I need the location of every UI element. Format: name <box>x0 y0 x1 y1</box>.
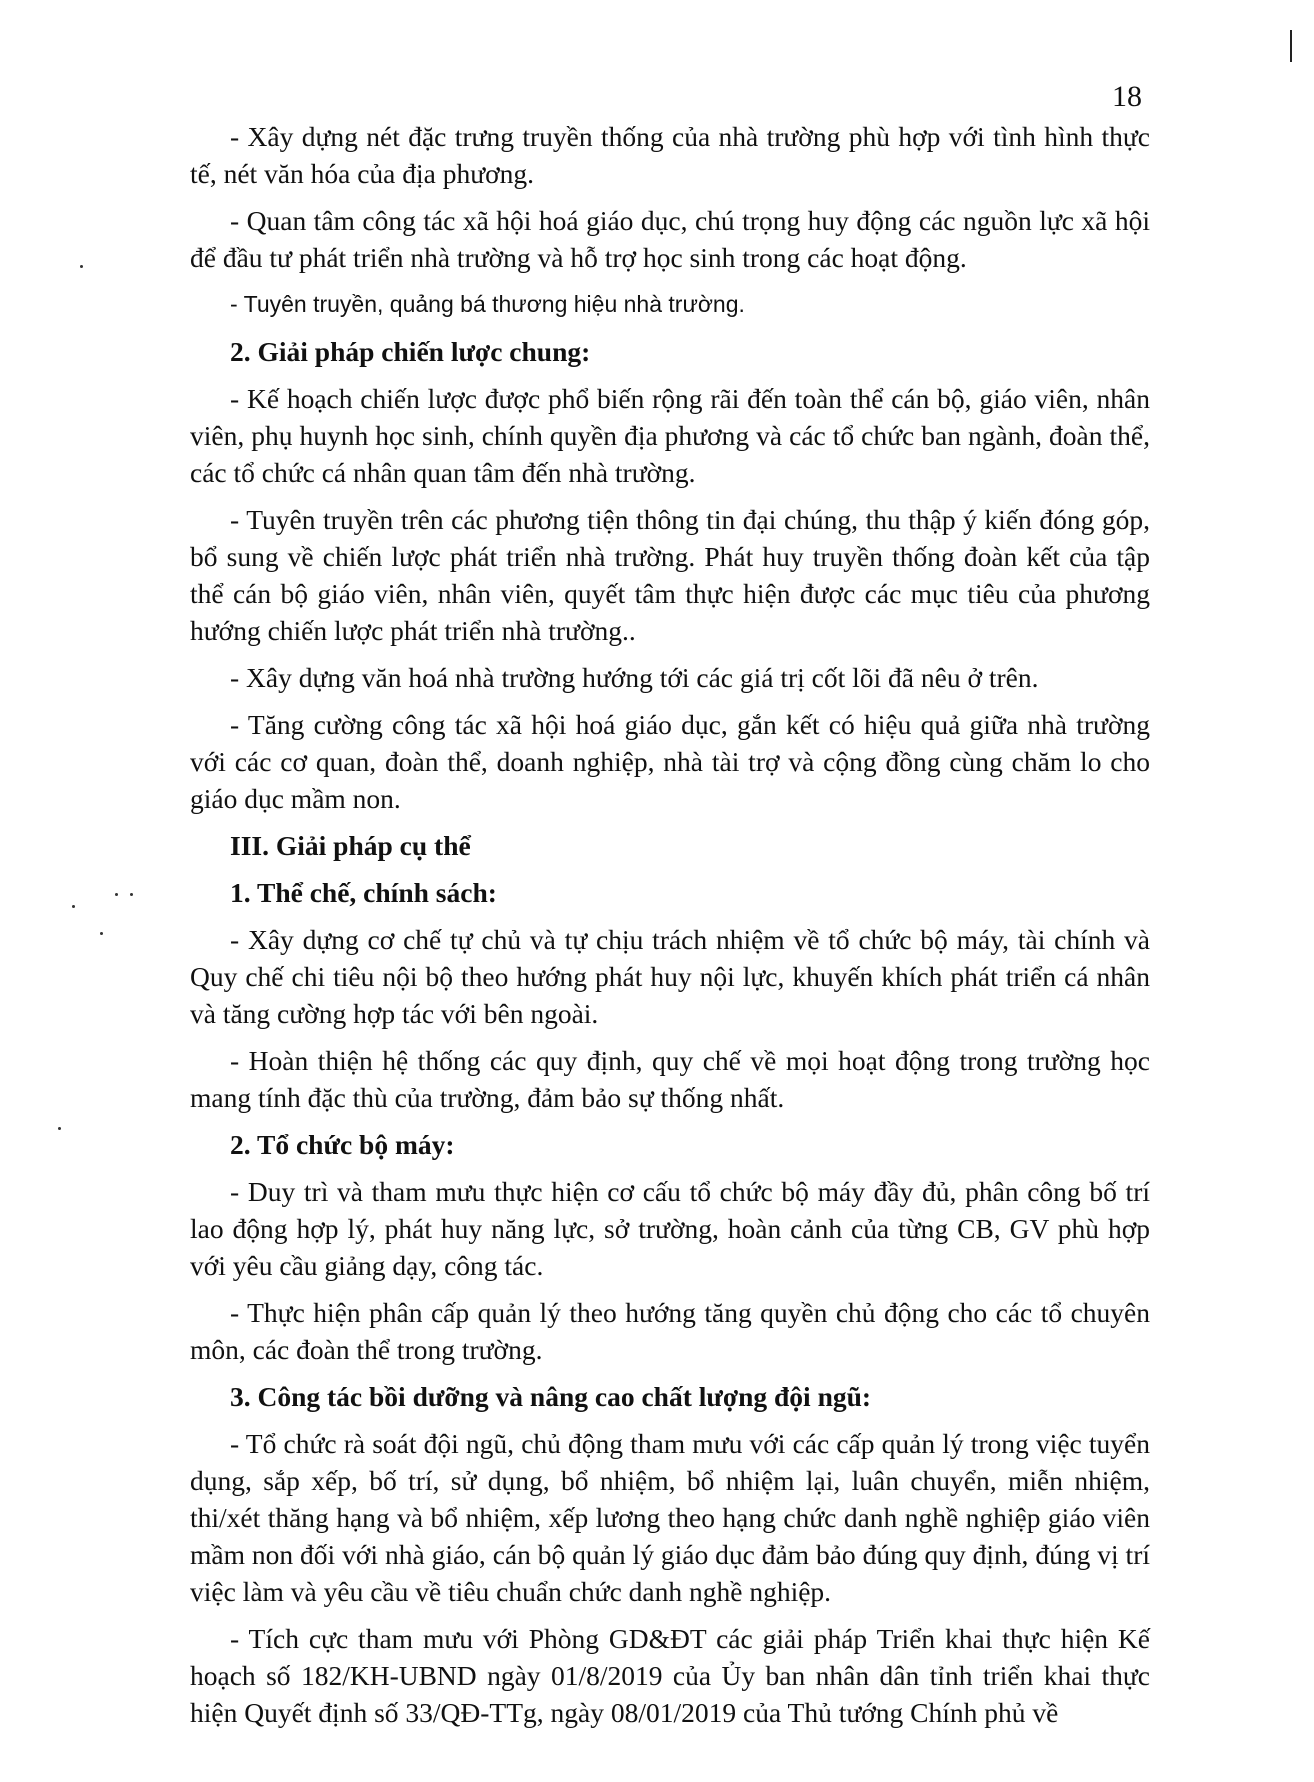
scan-speck <box>115 893 118 896</box>
document-body <box>190 118 1150 1741</box>
section-heading: 2. Tổ chức bộ máy: <box>230 1129 455 1160</box>
paragraph: - Tổ chức rà soát đội ngũ, chủ động tham mưu với các cấp quản lý trong việc tuyển dụng, sắp xếp, bố trí, sử dụng, bổ nhiệm, bổ nhiệm lại, luân chuyển, miễn nhiệm, thi/xét thăng hạng và bổ nhiệm, xếp lương theo hạng chức danh nghề nghiệp giáo viên mầm non đối với nhà giáo, cán bộ quản lý giáo dục đảm bảo đúng quy định, đúng vị trí việc làm và yêu cầu về tiêu chuẩn chức danh nghề nghiệp. <box>190 1428 1150 1607</box>
scan-speck <box>100 932 103 935</box>
paragraph: - Kế hoạch chiến lược được phổ biến rộng rãi đến toàn thể cán bộ, giáo viên, nhân viên, phụ huynh học sinh, chính quyền địa phương và các tổ chức ban ngành, đoàn thể, các tổ chức cá nhân quan tâm đến nhà trường. <box>190 383 1150 488</box>
paragraph: - Tuyên truyền, quảng bá thương hiệu nhà trường. <box>230 291 745 317</box>
scan-speck <box>80 265 83 268</box>
paragraph: - Thực hiện phân cấp quản lý theo hướng tăng quyền chủ động cho các tổ chuyên môn, các đoàn thể trong trường. <box>190 1297 1150 1365</box>
section-heading: 3. Công tác bồi dưỡng và nâng cao chất lượng đội ngũ: <box>230 1381 872 1412</box>
section-heading: 1. Thể chế, chính sách: <box>230 877 497 908</box>
scan-speck <box>130 893 133 896</box>
scan-edge-mark <box>1290 30 1292 62</box>
section-heading: 2. Giải pháp chiến lược chung: <box>230 336 591 367</box>
paragraph: - Tích cực tham mưu với Phòng GD&ĐT các giải pháp Triển khai thực hiện Kế hoạch số 182/KH-UBND ngày 01/8/2019 của Ủy ban nhân dân tỉnh triển khai thực hiện Quyết định số 33/QĐ-TTg, ngày 08/01/2019 của Thủ tướng Chính phủ về <box>190 1623 1150 1728</box>
paragraph: - Xây dựng văn hoá nhà trường hướng tới các giá trị cốt lõi đã nêu ở trên. <box>230 662 1039 693</box>
paragraph: - Xây dựng nét đặc trưng truyền thống của nhà trường phù hợp với tình hình thực tế, nét văn hóa của địa phương. <box>190 121 1150 189</box>
scan-speck <box>72 905 75 908</box>
paragraph: - Hoàn thiện hệ thống các quy định, quy chế về mọi hoạt động trong trường học mang tính đặc thù của trường, đảm bảo sự thống nhất. <box>190 1045 1150 1113</box>
page-number: 18 <box>1112 80 1142 113</box>
scan-speck <box>58 1127 61 1130</box>
paragraph: - Tăng cường công tác xã hội hoá giáo dục, gắn kết có hiệu quả giữa nhà trường với các cơ quan, đoàn thể, doanh nghiệp, nhà tài trợ và cộng đồng cùng chăm lo cho giáo dục mầm non. <box>190 709 1150 814</box>
paragraph: - Quan tâm công tác xã hội hoá giáo dục, chú trọng huy động các nguồn lực xã hội để đầu tư phát triển nhà trường và hỗ trợ học sinh trong các hoạt động. <box>190 205 1150 273</box>
paragraph: - Xây dựng cơ chế tự chủ và tự chịu trách nhiệm về tổ chức bộ máy, tài chính và Quy chế chi tiêu nội bộ theo hướng phát huy nội lực, khuyến khích phát triển cá nhân và tăng cường hợp tác với bên ngoài. <box>190 924 1150 1029</box>
paragraph: - Duy trì và tham mưu thực hiện cơ cấu tổ chức bộ máy đầy đủ, phân công bố trí lao động hợp lý, phát huy năng lực, sở trường, hoàn cảnh của từng CB, GV phù hợp với yêu cầu giảng dạy, công tác. <box>190 1176 1150 1281</box>
section-heading: III. Giải pháp cụ thể <box>230 830 471 861</box>
paragraph: - Tuyên truyền trên các phương tiện thông tin đại chúng, thu thập ý kiến đóng góp, bổ sung về chiến lược phát triển nhà trường. Phát huy truyền thống đoàn kết của tập thể cán bộ giáo viên, nhân viên, quyết tâm thực hiện được các mục tiêu của phương hướng chiến lược phát triển nhà trường.. <box>190 504 1150 646</box>
